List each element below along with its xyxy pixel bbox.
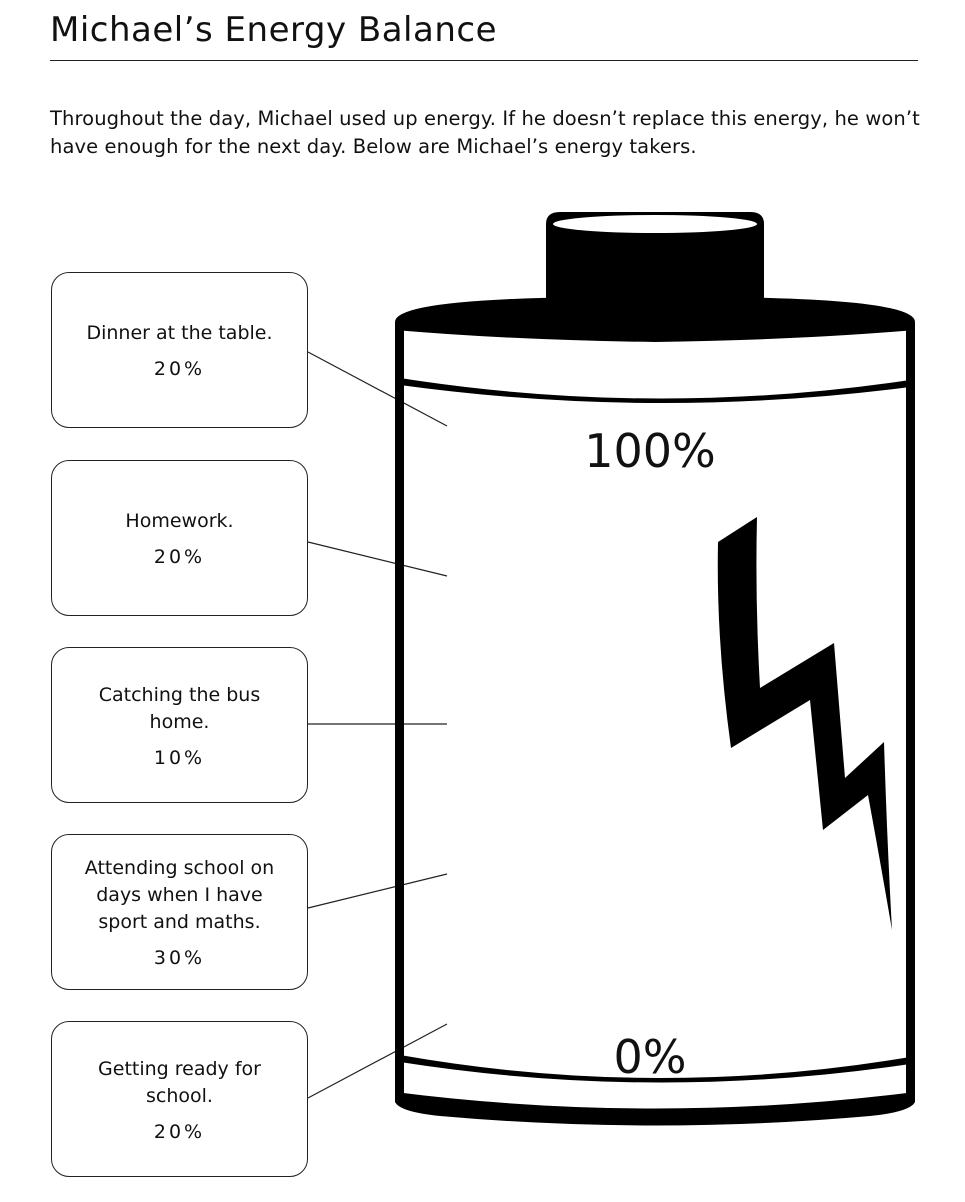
energy-taker-label: Getting ready for school.: [98, 1057, 261, 1107]
battery-right-wall: [906, 322, 915, 1102]
energy-taker-card: [51, 834, 308, 990]
energy-taker-percent: 10%: [153, 746, 206, 769]
energy-taker-label: Catching the bus home.: [98, 683, 261, 733]
energy-taker-card: [51, 1021, 308, 1177]
battery-left-wall: [395, 322, 404, 1102]
connector-line: [308, 542, 447, 576]
energy-taker-card: [51, 272, 308, 428]
energy-taker-percent: 30%: [153, 947, 206, 969]
connector-line: [308, 874, 447, 908]
energy-taker-label: Dinner at the table.: [86, 322, 273, 344]
energy-taker-percent: 20%: [153, 546, 206, 568]
battery-terminal: [546, 212, 764, 300]
energy-taker-card: [51, 460, 308, 616]
battery-bottom: [395, 1092, 915, 1126]
battery-full-label: 100%: [584, 424, 716, 478]
battery-top-cap: [395, 296, 915, 342]
lightning-bolt-icon: [718, 517, 892, 930]
energy-taker-percent: 20%: [153, 1120, 206, 1143]
energy-taker-card: [51, 647, 308, 803]
intro-paragraph: Throughout the day, Michael used up energy. If he doesn’t replace this energy, he won’t have enough for the next day. Below are Michael’s energy takers.: [50, 107, 920, 158]
battery-full-line: [400, 378, 910, 403]
energy-taker-percent: 20%: [153, 358, 206, 380]
energy-taker-label: Attending school on days when I have sport and maths.: [84, 857, 275, 933]
connector-line: [308, 352, 447, 426]
page-title: Michael’s Energy Balance: [50, 10, 497, 50]
energy-taker-label: Homework.: [125, 510, 234, 532]
battery-empty-label: 0%: [613, 1030, 687, 1084]
